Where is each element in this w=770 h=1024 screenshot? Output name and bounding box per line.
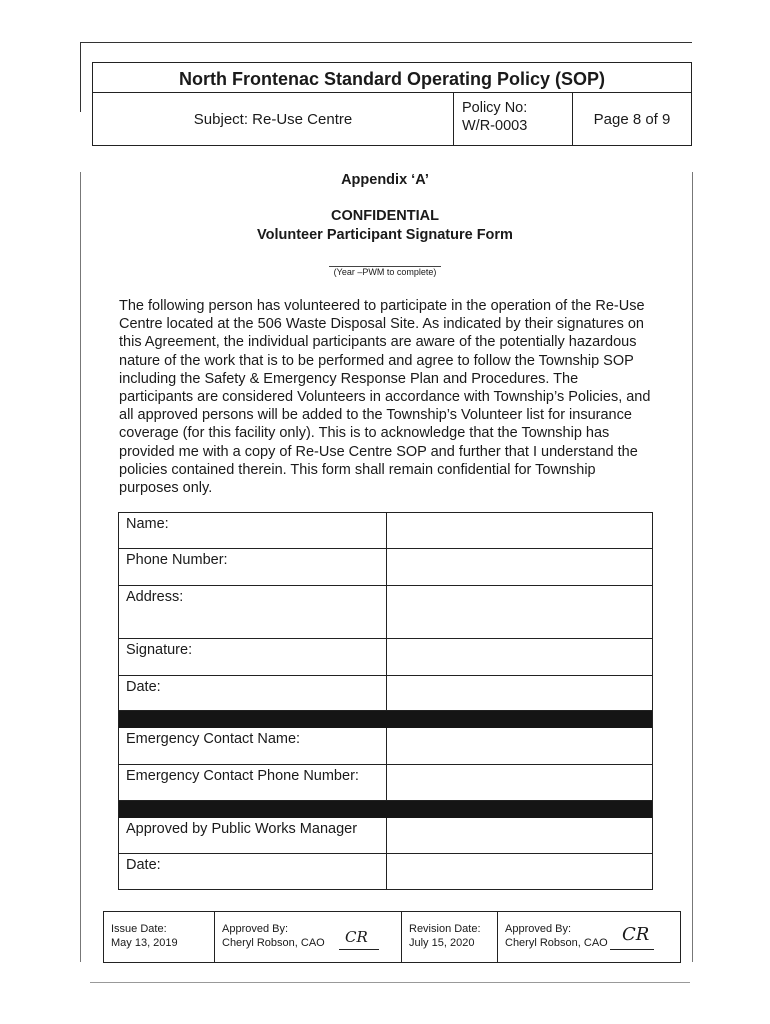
appendix-heading: Appendix ‘A’: [341, 172, 429, 188]
form-row-signature: [119, 639, 652, 676]
emergency-name-field[interactable]: [387, 728, 652, 764]
form-row-address: [119, 586, 652, 639]
policy-header: [92, 62, 692, 146]
initials-signature-2: CR: [622, 924, 650, 945]
approved-by-name-1: Cheryl Robson, CAO: [222, 936, 325, 949]
signature-label: Signature:: [119, 639, 387, 675]
form-row-date: [119, 676, 652, 711]
issue-date-cell: [104, 912, 214, 962]
date-field[interactable]: [387, 676, 652, 710]
agreement-paragraph: The following person has volunteered to participate in the operation of the Re-Use Centre located at the 506 Waste Disposal Site. As indicated by their signatures on this Agreement, the individual participants are aware of the potentially hazardous nature of the work that is to be performed and agree to follow the Township SOP including the Safety & Emergency Response Plan and Procedures. The participants are considered Volunteers in accordance with Township’s Policies, and all approved persons will be added to the Township’s Volunteer list for insurance coverage (for this facility only). This is to acknowledge that the Township has provided me with a copy of Re-Use Centre SOP and further that I understand the policies contained therein. This form shall remain confidential for Township purposes only.: [119, 298, 651, 497]
issue-date: May 13, 2019: [111, 936, 178, 949]
form-row-name: [119, 513, 652, 549]
emergency-phone-field[interactable]: [387, 765, 652, 800]
policy-title: North Frontenac Standard Operating Policy (SOP): [178, 69, 606, 89]
page-frame-left-lower: [80, 172, 81, 962]
initials-signature-1: CR: [345, 928, 368, 946]
policy-number-label: Policy No:: [462, 100, 528, 116]
name-field[interactable]: [387, 513, 652, 548]
volunteer-form-table: [118, 512, 653, 890]
emergency-name-label: Emergency Contact Name:: [119, 728, 387, 764]
page-frame-bottom: [90, 982, 690, 983]
policy-number: W/R-0003: [462, 118, 528, 134]
approval-footer: [103, 911, 681, 963]
signature-field[interactable]: [387, 639, 652, 675]
approved-date-label: Date:: [119, 854, 387, 889]
policy-subject: Subject: Re-Use Centre: [193, 110, 353, 128]
approved-by-name-2: Cheryl Robson, CAO: [505, 936, 608, 949]
address-field[interactable]: [387, 586, 652, 638]
form-row-emergency-phone: [119, 765, 652, 801]
date-label: Date:: [119, 676, 387, 710]
page-frame-top: [80, 42, 692, 43]
section-divider-bar: [119, 801, 652, 818]
emergency-phone-label: Emergency Contact Phone Number:: [119, 765, 387, 800]
phone-label: Phone Number:: [119, 549, 387, 585]
form-row-approved-by: [119, 818, 652, 854]
approved-date-field[interactable]: [387, 854, 652, 889]
policy-header-row: [93, 92, 691, 145]
name-label: Name:: [119, 513, 387, 548]
confidential-heading: CONFIDENTIAL: [331, 208, 439, 224]
issue-date-label: Issue Date:: [111, 923, 167, 935]
section-divider-bar: [119, 711, 652, 728]
revision-date-label: Revision Date:: [409, 923, 481, 935]
approved-by-label: Approved by Public Works Manager: [119, 818, 387, 853]
approved-by-field[interactable]: [387, 818, 652, 853]
approved-by-label-1: Approved By:: [222, 923, 289, 935]
address-label: Address:: [119, 586, 387, 638]
form-row-phone: [119, 549, 652, 586]
page-frame-left: [80, 42, 81, 112]
revision-date-cell: [401, 912, 497, 962]
policy-number-cell: [453, 93, 573, 145]
approved-by-cell-1: [214, 912, 401, 962]
approved-by-label-2: Approved By:: [505, 923, 572, 935]
phone-field[interactable]: [387, 549, 652, 585]
page-frame-right: [692, 172, 693, 962]
page-number: Page 8 of 9: [593, 110, 671, 128]
form-row-emergency-name: [119, 728, 652, 765]
revision-date: July 15, 2020: [409, 936, 475, 949]
form-row-approved-date: [119, 854, 652, 889]
approved-by-cell-2: [497, 912, 680, 962]
form-title: Volunteer Participant Signature Form: [257, 227, 513, 243]
initials-line-1: [339, 949, 379, 950]
year-note: (Year –PWM to complete): [333, 267, 437, 277]
initials-line-2: [610, 949, 654, 950]
